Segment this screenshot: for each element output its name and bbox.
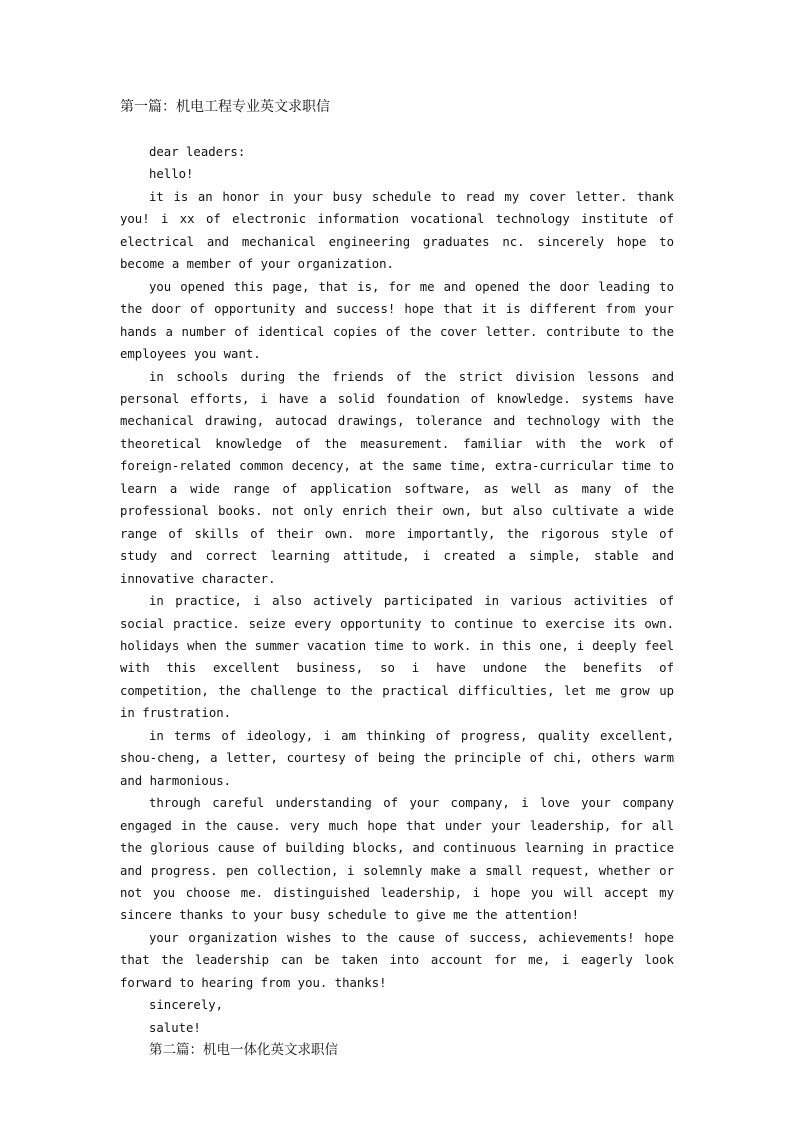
- paragraph-5: in terms of ideology, i am thinking of progress, quality excellent, shou-cheng, a letter, courtesy of being the principle of chi, others warm and harmonious.: [120, 728, 674, 788]
- document-page: [120, 96, 674, 1062]
- signoff: salute!: [149, 1020, 201, 1035]
- paragraph-7: your organization wishes to the cause of success, achievements! hope that the leadership can be taken into account for me, i eagerly look forward to hearing from you. thanks!: [120, 930, 674, 990]
- greeting: hello!: [149, 167, 194, 182]
- paragraph-6: through careful understanding of your company, i love your company engaged in the cause. very much hope that under your leadership, for all the glorious cause of building blocks, and continuous learning in practice and progress. pen collection, i solemnly make a small request, whether or not you choose me. distinguished leadership, i hope you will accept my sincere thanks to your busy schedule to give me the attention!: [120, 796, 674, 923]
- closing: sincerely,: [149, 998, 224, 1013]
- paragraph-1: it is an honor in your busy schedule to read my cover letter. thank you! i xx of electronic information vocational technology institute of electrical and mechanical engineering graduates nc. sincerely hope to become a member of your organization.: [120, 189, 674, 272]
- document-title: 第一篇：机电工程专业英文求职信: [120, 99, 330, 115]
- paragraph-3: in schools during the friends of the strict division lessons and personal efforts, i have a solid foundation of knowledge. systems have mechanical drawing, autocad drawings, tolerance and technology with the theoretical knowledge of the measurement. familiar with the work of foreign-related common decency, at the same time, extra-curricular time to learn a wide range of application software, as well as many of the professional books. not only enrich their own, but also cultivate a wide range of skills of their own. more importantly, the rigorous style of study and correct learning attitude, i created a simple, stable and innovative character.: [120, 369, 674, 586]
- paragraph-4: in practice, i also actively participated in various activities of social practice. seize every opportunity to continue to exercise its own. holidays when the summer vacation time to work. in this one, i deeply feel with this excellent business, so i have undone the benefits of competition, the challenge to the practical difficulties, let me grow up in frustration.: [120, 594, 674, 721]
- salutation: dear leaders:: [149, 145, 246, 159]
- next-section-title: 第二篇：机电一体化英文求职信: [149, 1042, 338, 1059]
- paragraph-2: you opened this page, that is, for me and opened the door leading to the door of opportunity and success! hope that it is different from your hands a number of identical copies of the cover letter. contribute to the employees you want.: [120, 279, 674, 362]
